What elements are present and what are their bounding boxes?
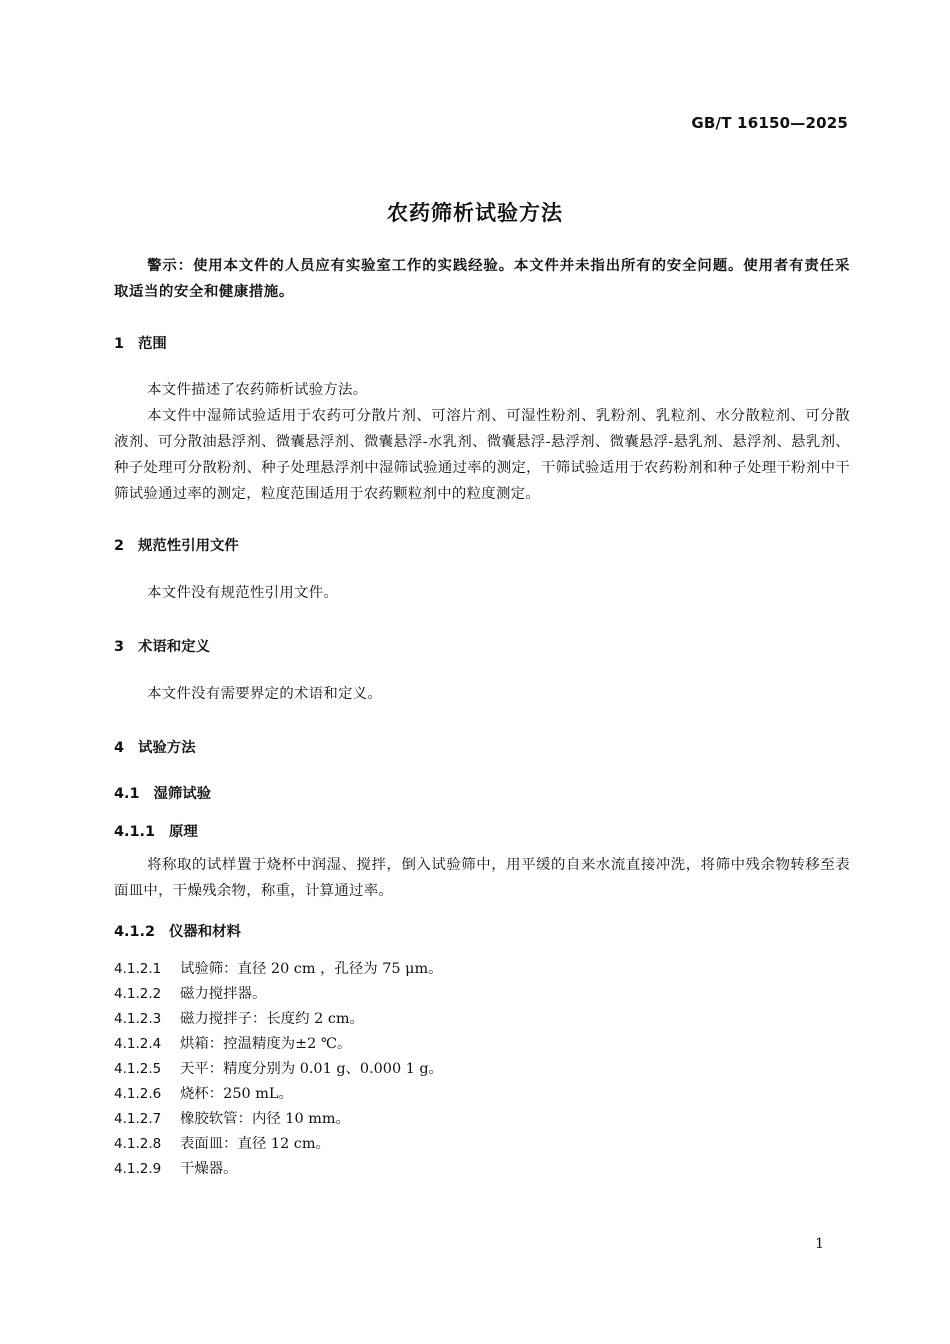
- section-number: 1: [114, 336, 125, 352]
- warning-paragraph: 警示：使用本文件的人员应有实验室工作的实践经验。本文件并未指出所有的安全问题。使用者有责任采取适当的安全和健康措施。: [114, 258, 850, 300]
- principle-paragraph: 将称取的试样置于烧杯中润湿、搅拌，倒入试验筛中，用平缓的自来水流直接冲洗，将筛中残余物转移至表面皿中，干燥残余物，称重，计算通过率。: [114, 857, 850, 899]
- item-text: 橡胶软管：内径 10 mm。: [180, 1111, 350, 1127]
- section-number: 4.1: [114, 786, 140, 802]
- item-text: 磁力搅拌器。: [180, 986, 267, 1002]
- list-item: [114, 1032, 351, 1053]
- section-title: 试验方法: [138, 740, 196, 756]
- list-item: [114, 957, 443, 978]
- section-4-heading: [114, 736, 196, 757]
- item-text: 天平：精度分别为 0.01 g、0.000 1 g。: [180, 1061, 444, 1077]
- section-3-heading: [114, 635, 210, 656]
- section-number: 4.1.2: [114, 924, 155, 940]
- item-number: 4.1.2.9: [114, 1161, 162, 1177]
- document-standard-number: GB/T 16150—2025: [691, 114, 848, 132]
- section-number: 4.1.1: [114, 824, 155, 840]
- item-number: 4.1.2.6: [114, 1086, 162, 1102]
- section-number: 4: [114, 740, 125, 756]
- list-item: [114, 982, 266, 1003]
- section-title: 原理: [168, 824, 198, 840]
- item-number: 4.1.2.1: [114, 961, 162, 977]
- document-title: 农药筛析试验方法: [387, 201, 563, 225]
- section-number: 2: [114, 538, 125, 554]
- item-text: 试验筛：直径 20 cm ，孔径为 75 μm。: [180, 961, 443, 977]
- list-item: [114, 1132, 330, 1153]
- normative-references-paragraph: 本文件没有规范性引用文件。: [147, 585, 339, 601]
- item-number: 4.1.2.4: [114, 1036, 162, 1052]
- list-item: [114, 1157, 238, 1178]
- section-2-heading: [114, 534, 239, 555]
- scope-paragraph-2: 本文件中湿筛试验适用于农药可分散片剂、可溶片剂、可湿性粉剂、乳粉剂、乳粒剂、水分散粒剂、可分散液剂、可分散油悬浮剂、微囊悬浮剂、微囊悬浮-水乳剂、微囊悬浮-悬浮剂、微囊悬浮-悬乳剂、悬浮剂、悬乳剂、种子处理可分散粉剂、种子处理悬浮剂中湿筛试验通过率的测定，干筛试验适用于农药粉剂和种子处理干粉剂中干筛试验通过率的测定，粒度范围适用于农药颗粒剂中的粒度测定。: [114, 408, 850, 502]
- section-number: 3: [114, 639, 125, 655]
- item-text: 干燥器。: [180, 1161, 238, 1177]
- item-number: 4.1.2.3: [114, 1011, 162, 1027]
- section-4-1-2-heading: [114, 920, 241, 941]
- list-item: [114, 1007, 364, 1028]
- item-number: 4.1.2.8: [114, 1136, 162, 1152]
- page-number: 1: [815, 1236, 824, 1252]
- section-4-1-1-heading: [114, 820, 198, 841]
- list-item: [114, 1082, 293, 1103]
- list-item: [114, 1057, 443, 1078]
- section-4-1-heading: [114, 782, 211, 803]
- item-text: 烘箱：控温精度为±2 ℃。: [180, 1036, 352, 1052]
- item-text: 烧杯：250 mL。: [180, 1086, 293, 1102]
- item-text: 表面皿：直径 12 cm。: [180, 1136, 330, 1152]
- section-title: 湿筛试验: [153, 786, 212, 802]
- item-text: 磁力搅拌子：长度约 2 cm。: [180, 1011, 364, 1027]
- scope-paragraph-1: 本文件描述了农药筛析试验方法。: [147, 382, 368, 398]
- section-title: 规范性引用文件: [138, 538, 239, 554]
- section-title: 仪器和材料: [168, 924, 241, 940]
- section-1-heading: [114, 332, 167, 353]
- section-title: 术语和定义: [138, 639, 210, 655]
- item-number: 4.1.2.5: [114, 1061, 162, 1077]
- terms-paragraph: 本文件没有需要界定的术语和定义。: [147, 686, 383, 702]
- section-title: 范围: [138, 336, 167, 352]
- item-number: 4.1.2.2: [114, 986, 162, 1002]
- list-item: [114, 1107, 350, 1128]
- item-number: 4.1.2.7: [114, 1111, 162, 1127]
